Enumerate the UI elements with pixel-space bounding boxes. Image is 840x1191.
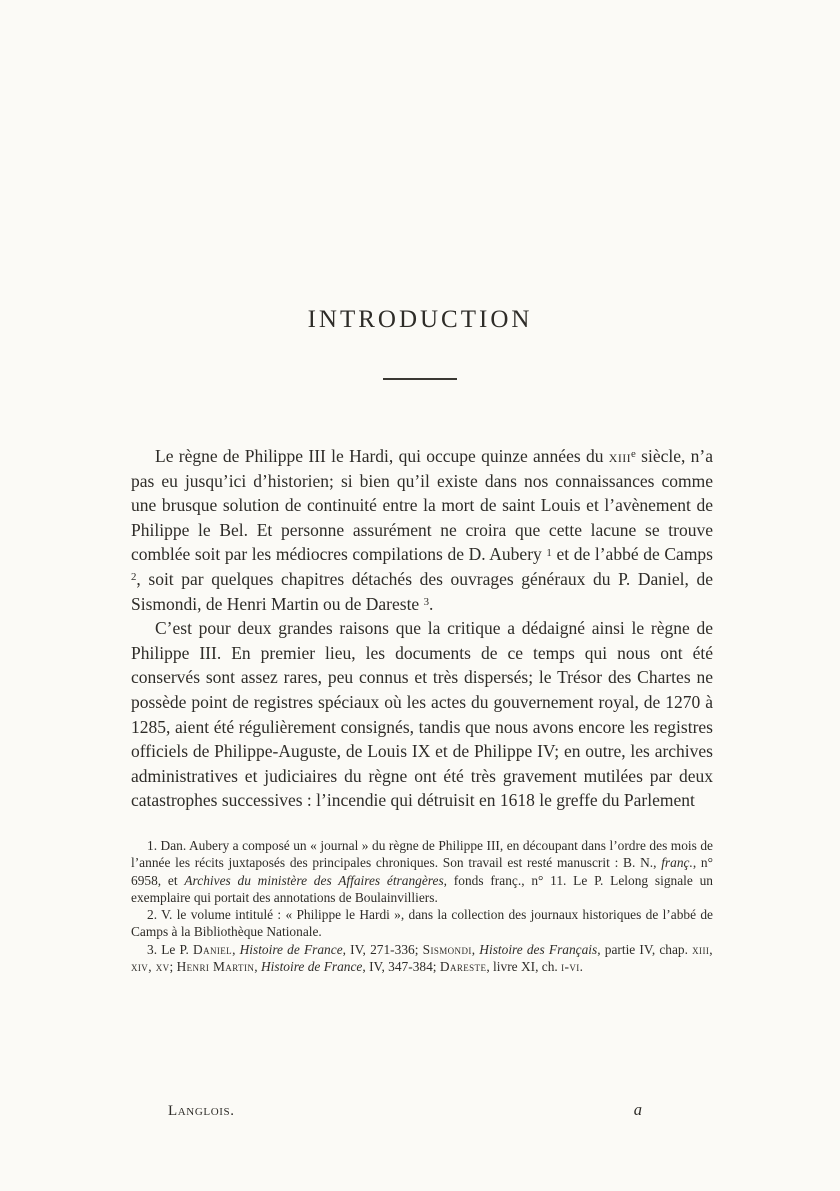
text-run: 1. Dan. Aubery a composé un « journal » du règne de Philippe III, en découpant dans l’ordre des mois de l’année les récits juxtaposés des principales chroniques. Son travail est resté manuscrit : B. N., (131, 837, 713, 871)
text-run: siècle, n’a pas eu jusqu’ici d’historien; si bien qu’il existe dans nos connaissances comme une brusque solution de continuité entre la mort de saint Louis et l’avènement de Philippe le Bel. Et personne assurément ne croira que cette lacune se trouve comblée soit par les médiocres compilations de D. Aubery (131, 446, 713, 565)
text-run: 2. V. le volume intitulé : « Philippe le Hardi », dans la collection des journaux historiques de l’abbé de Camps à la Bibliothèque Nationale. (131, 907, 713, 940)
paragraph (131, 444, 713, 616)
footnote-ref: 2 (131, 571, 137, 584)
text-run: Dareste (439, 958, 487, 974)
text-run: , partie IV, chap. (597, 941, 693, 957)
footnotes-section (131, 837, 713, 975)
text-run: , soit par quelques chapitres détachés des ouvrages généraux du P. Daniel, de Sismondi, de Henri Martin ou de Dareste (131, 568, 713, 614)
text-run: Daniel (193, 941, 233, 957)
text-run: , (471, 941, 480, 957)
text-run: Le règne de Philippe III le Hardi, qui occupe quinze années du (155, 446, 609, 466)
text-run: franç. (661, 855, 693, 871)
text-run: Archives du ministère des Affaires étrangères (184, 872, 444, 888)
author-name: Langlois. (168, 1103, 235, 1119)
page-footer (168, 1100, 642, 1120)
text-run: , (254, 958, 261, 974)
text-run: et de l’abbé de Camps (551, 544, 713, 565)
body-text (131, 444, 713, 813)
text-run: C’est pour deux grandes raisons que la critique a dédaigné ainsi le règne de Philippe III. En premier lieu, les documents de ce temps qui nous ont été conservés sont assez rares, peu connus et très dispersés; le Trésor des Chartes ne possède point de registres spéciaux où les actes du gouvernement royal, de 1270 à 1285, aient été régulièrement consignés, tandis que nous avons encore les registres officiels de Philippe-Auguste, de Louis IX et de Philippe IV; en outre, les archives administratives et judiciaires du règne ont été très gravement mutilées par deux catastrophes successives : l’incendie qui détruisit en 1618 le greffe du Parlement (131, 618, 713, 811)
text-run: . (429, 593, 434, 614)
footnote-ref: 1 (546, 546, 552, 559)
text-run: Histoire de France (260, 958, 363, 974)
title-divider (383, 378, 457, 380)
footnote-ref: e (631, 448, 636, 461)
text-run: , n° 6958, et (131, 855, 713, 888)
text-run: Henri Martin (176, 958, 255, 974)
text-run: 3. Le P. (147, 941, 193, 957)
text-run: Sismondi (422, 941, 472, 957)
signature-mark: a (633, 1100, 642, 1119)
text-run: Histoire des Français (479, 941, 598, 957)
text-run: , (232, 941, 240, 957)
text-run: xiii, xiv, xv (131, 941, 713, 974)
page-title: INTRODUCTION (307, 306, 533, 333)
footnote (131, 837, 713, 906)
footnote-ref: 3 (423, 595, 429, 608)
text-run: , IV, 347-384; (362, 958, 440, 974)
text-run: i-vi (561, 958, 580, 974)
text-run: , livre XI, ch. (486, 958, 562, 974)
text-run: . (579, 958, 584, 974)
text-run: xiii (608, 446, 632, 466)
text-run: , IV, 271-336; (342, 941, 423, 957)
text-run: Histoire de France (239, 941, 343, 957)
footnote (131, 906, 713, 941)
paragraph (131, 616, 713, 813)
footnote (131, 941, 713, 976)
text-run: , fonds franç., n° 11. Le P. Lelong signale un exemplaire qui portait des annotations de Boulainvilliers. (131, 872, 714, 905)
text-run: ; (169, 958, 177, 974)
